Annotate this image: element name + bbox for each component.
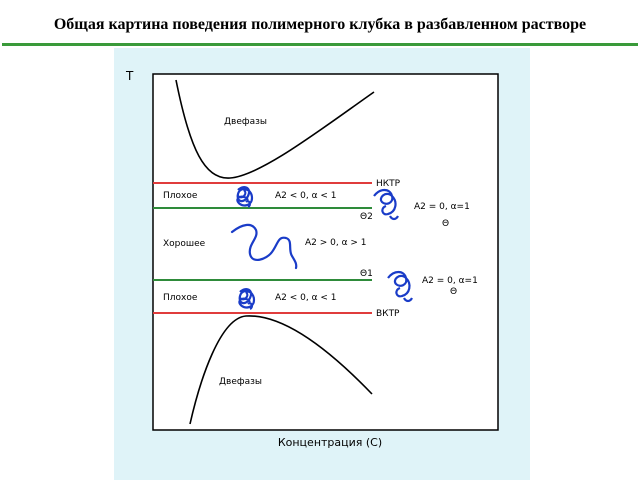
theta1-label: Θ1 bbox=[360, 269, 373, 279]
zone-3-condition: A2 < 0, α < 1 bbox=[275, 293, 337, 303]
theta-condition-upper: A2 = 0, α=1 bbox=[414, 202, 470, 212]
zone-2-condition: A2 > 0, α > 1 bbox=[305, 238, 367, 248]
y-axis-label: T bbox=[126, 69, 134, 83]
theta-symbol-upper: Θ bbox=[442, 219, 450, 229]
theta-symbol-lower: Θ bbox=[450, 287, 458, 297]
theta-condition-lower: A2 = 0, α=1 bbox=[422, 276, 478, 286]
zone-1-solvent: Плохое bbox=[163, 191, 198, 201]
zone-3-solvent: Плохое bbox=[163, 293, 198, 303]
zone-2-solvent: Хорошее bbox=[163, 239, 206, 249]
upper-region-label: Двефазы bbox=[224, 117, 267, 127]
theta2-label: Θ2 bbox=[360, 212, 373, 222]
plot-frame bbox=[153, 74, 498, 430]
slide-title: Общая картина поведения полимерного клубка в разбавленном растворе bbox=[53, 16, 587, 33]
x-axis-label: Концентрация (C) bbox=[277, 436, 383, 449]
lcst-label: ВКТР bbox=[376, 309, 400, 319]
zone-1-condition: A2 < 0, α < 1 bbox=[275, 191, 337, 201]
ucst-label: НКТР bbox=[376, 179, 401, 189]
lower-region-label: Двефазы bbox=[219, 377, 262, 387]
